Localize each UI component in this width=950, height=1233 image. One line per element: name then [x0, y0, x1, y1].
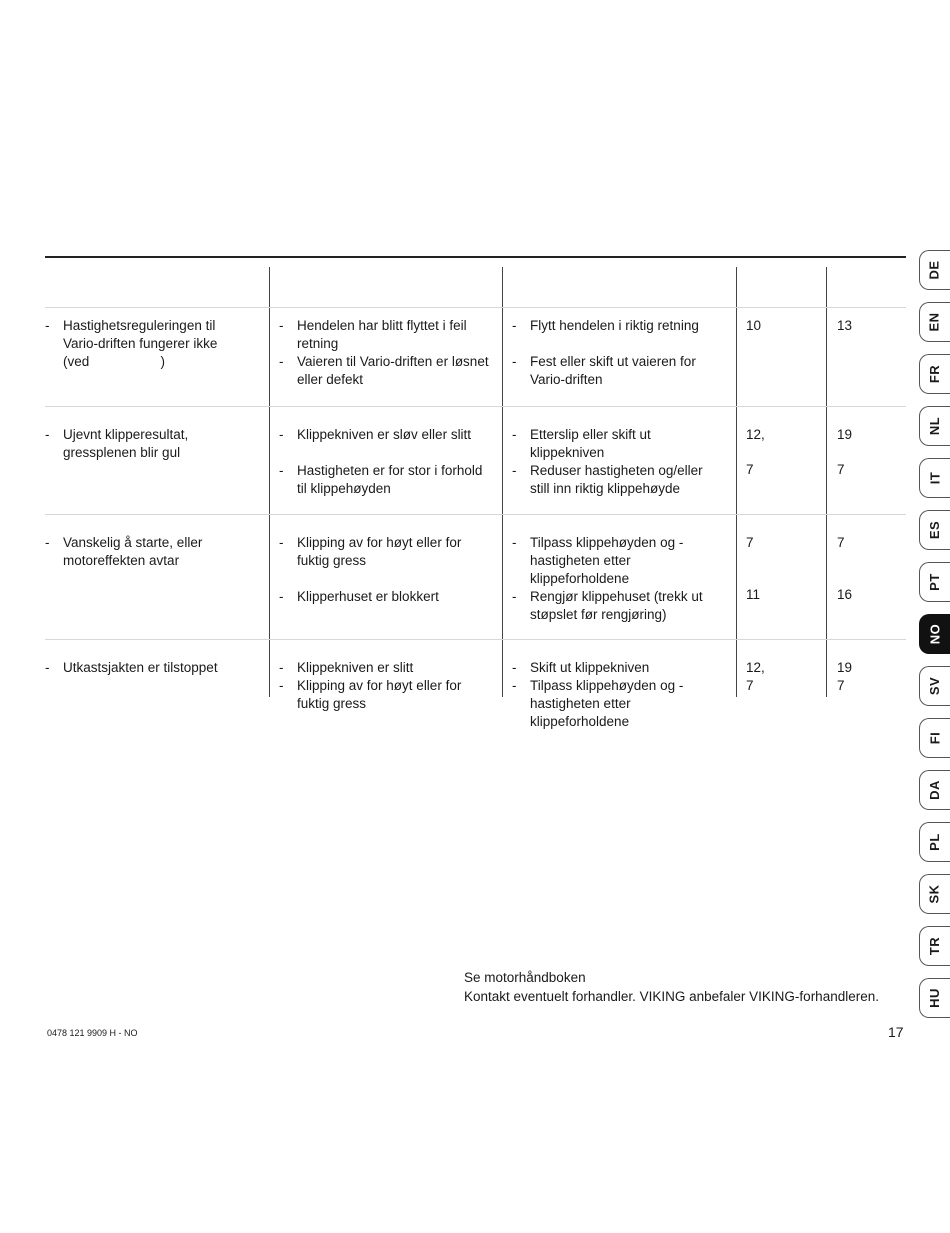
list-item: - Tilpass klippehøyden og -hastigheten etter klippeforholdene [512, 678, 684, 729]
tab-pt[interactable]: PT [919, 562, 950, 602]
chapter-ref: 12, [746, 660, 765, 675]
chapter-ref: 7 [746, 462, 754, 477]
page-ref: 19 [837, 427, 853, 442]
tab-hu[interactable]: HU [919, 978, 950, 1018]
problem-cell [45, 659, 255, 677]
tab-no[interactable]: NO [919, 614, 950, 654]
list-item: - Skift ut klippekniven [512, 660, 650, 675]
page-ref: 13 [837, 318, 853, 333]
list-item: - Klipperhuset er blokkert [279, 589, 439, 604]
tab-sv[interactable]: SV [919, 666, 950, 706]
remedy-cell [512, 534, 722, 624]
tab-fr[interactable]: FR [919, 354, 950, 394]
tab-tr[interactable]: TR [919, 926, 950, 966]
column-divider [269, 267, 270, 697]
cause-cell [279, 426, 489, 498]
tab-de[interactable]: DE [919, 250, 950, 290]
tab-da[interactable]: DA [919, 770, 950, 810]
column-divider [736, 267, 737, 697]
chapter-ref: 12, [746, 427, 765, 442]
list-item: - Klippekniven er sløv eller slitt [279, 427, 472, 442]
problem-cell [45, 426, 245, 462]
list-item: - Tilpass klippehøyden og -hastigheten etter klippeforholdene [512, 535, 684, 586]
list-item: - Vanskelig å starte, eller motoreffekten avtar [45, 535, 203, 568]
cause-cell [279, 534, 489, 606]
problem-cell [45, 317, 245, 371]
column-divider [502, 267, 503, 697]
row-separator [45, 307, 906, 308]
tab-es[interactable]: ES [919, 510, 950, 550]
page-ref: 7 [837, 462, 845, 477]
document-code: 0478 121 9909 H - NO [47, 1028, 138, 1038]
list-item: - Hendelen har blitt flyttet i feil retning [279, 318, 467, 351]
tab-it[interactable]: IT [919, 458, 950, 498]
tab-en[interactable]: EN [919, 302, 950, 342]
chapter-ref: 11 [746, 587, 761, 602]
tab-fi[interactable]: FI [919, 718, 950, 758]
list-item: - Rengjør klippehuset (trekk ut støpslet før rengjøring) [512, 589, 703, 622]
list-item: - Etterslip eller skift ut klippekniven [512, 427, 651, 460]
tab-nl[interactable]: NL [919, 406, 950, 446]
tab-pl[interactable]: PL [919, 822, 950, 862]
list-item: - Fest eller skift ut vaieren for Vario-driften [512, 354, 696, 387]
remedy-cell [512, 317, 722, 389]
row-separator [45, 514, 906, 515]
footer-note [464, 968, 879, 1006]
chapter-ref: 10 [746, 318, 762, 333]
page-ref: 19 [837, 660, 853, 675]
problem-cell [45, 534, 245, 570]
list-item: - Reduser hastigheten og/eller still inn riktig klippehøyde [512, 463, 703, 496]
column-divider [826, 267, 827, 697]
list-item: - Hastighetsreguleringen til Vario-driften fungerer ikke (ved ) [45, 318, 218, 369]
list-item: - Vaieren til Vario-driften er løsnet eller defekt [279, 354, 489, 387]
footer-note-line: Se motorhåndboken [464, 970, 586, 985]
cause-cell [279, 317, 489, 389]
list-item: - Utkastsjakten er tilstoppet [45, 660, 218, 675]
footer-note-line: Kontakt eventuelt forhandler. VIKING anbefaler VIKING-forhandleren. [464, 989, 879, 1004]
list-item: - Klipping av for høyt eller for fuktig gress [279, 678, 462, 711]
row-separator [45, 406, 906, 407]
cause-cell [279, 659, 489, 713]
tab-sk[interactable]: SK [919, 874, 950, 914]
chapter-ref: 7 [746, 678, 754, 693]
remedy-cell [512, 426, 722, 498]
page-number: 17 [888, 1024, 904, 1040]
chapter-ref: 7 [746, 535, 754, 550]
table-top-rule [45, 256, 906, 258]
list-item: - Klippekniven er slitt [279, 660, 414, 675]
list-item: - Ujevnt klipperesultat, gressplenen blir gul [45, 427, 189, 460]
row-separator [45, 639, 906, 640]
page-ref: 7 [837, 678, 845, 693]
page-ref: 16 [837, 587, 853, 602]
page-ref: 7 [837, 535, 845, 550]
list-item: - Flytt hendelen i riktig retning [512, 318, 699, 333]
list-item: - Klipping av for høyt eller for fuktig gress [279, 535, 462, 568]
remedy-cell [512, 659, 722, 731]
list-item: - Hastigheten er for stor i forhold til klippehøyden [279, 463, 483, 496]
